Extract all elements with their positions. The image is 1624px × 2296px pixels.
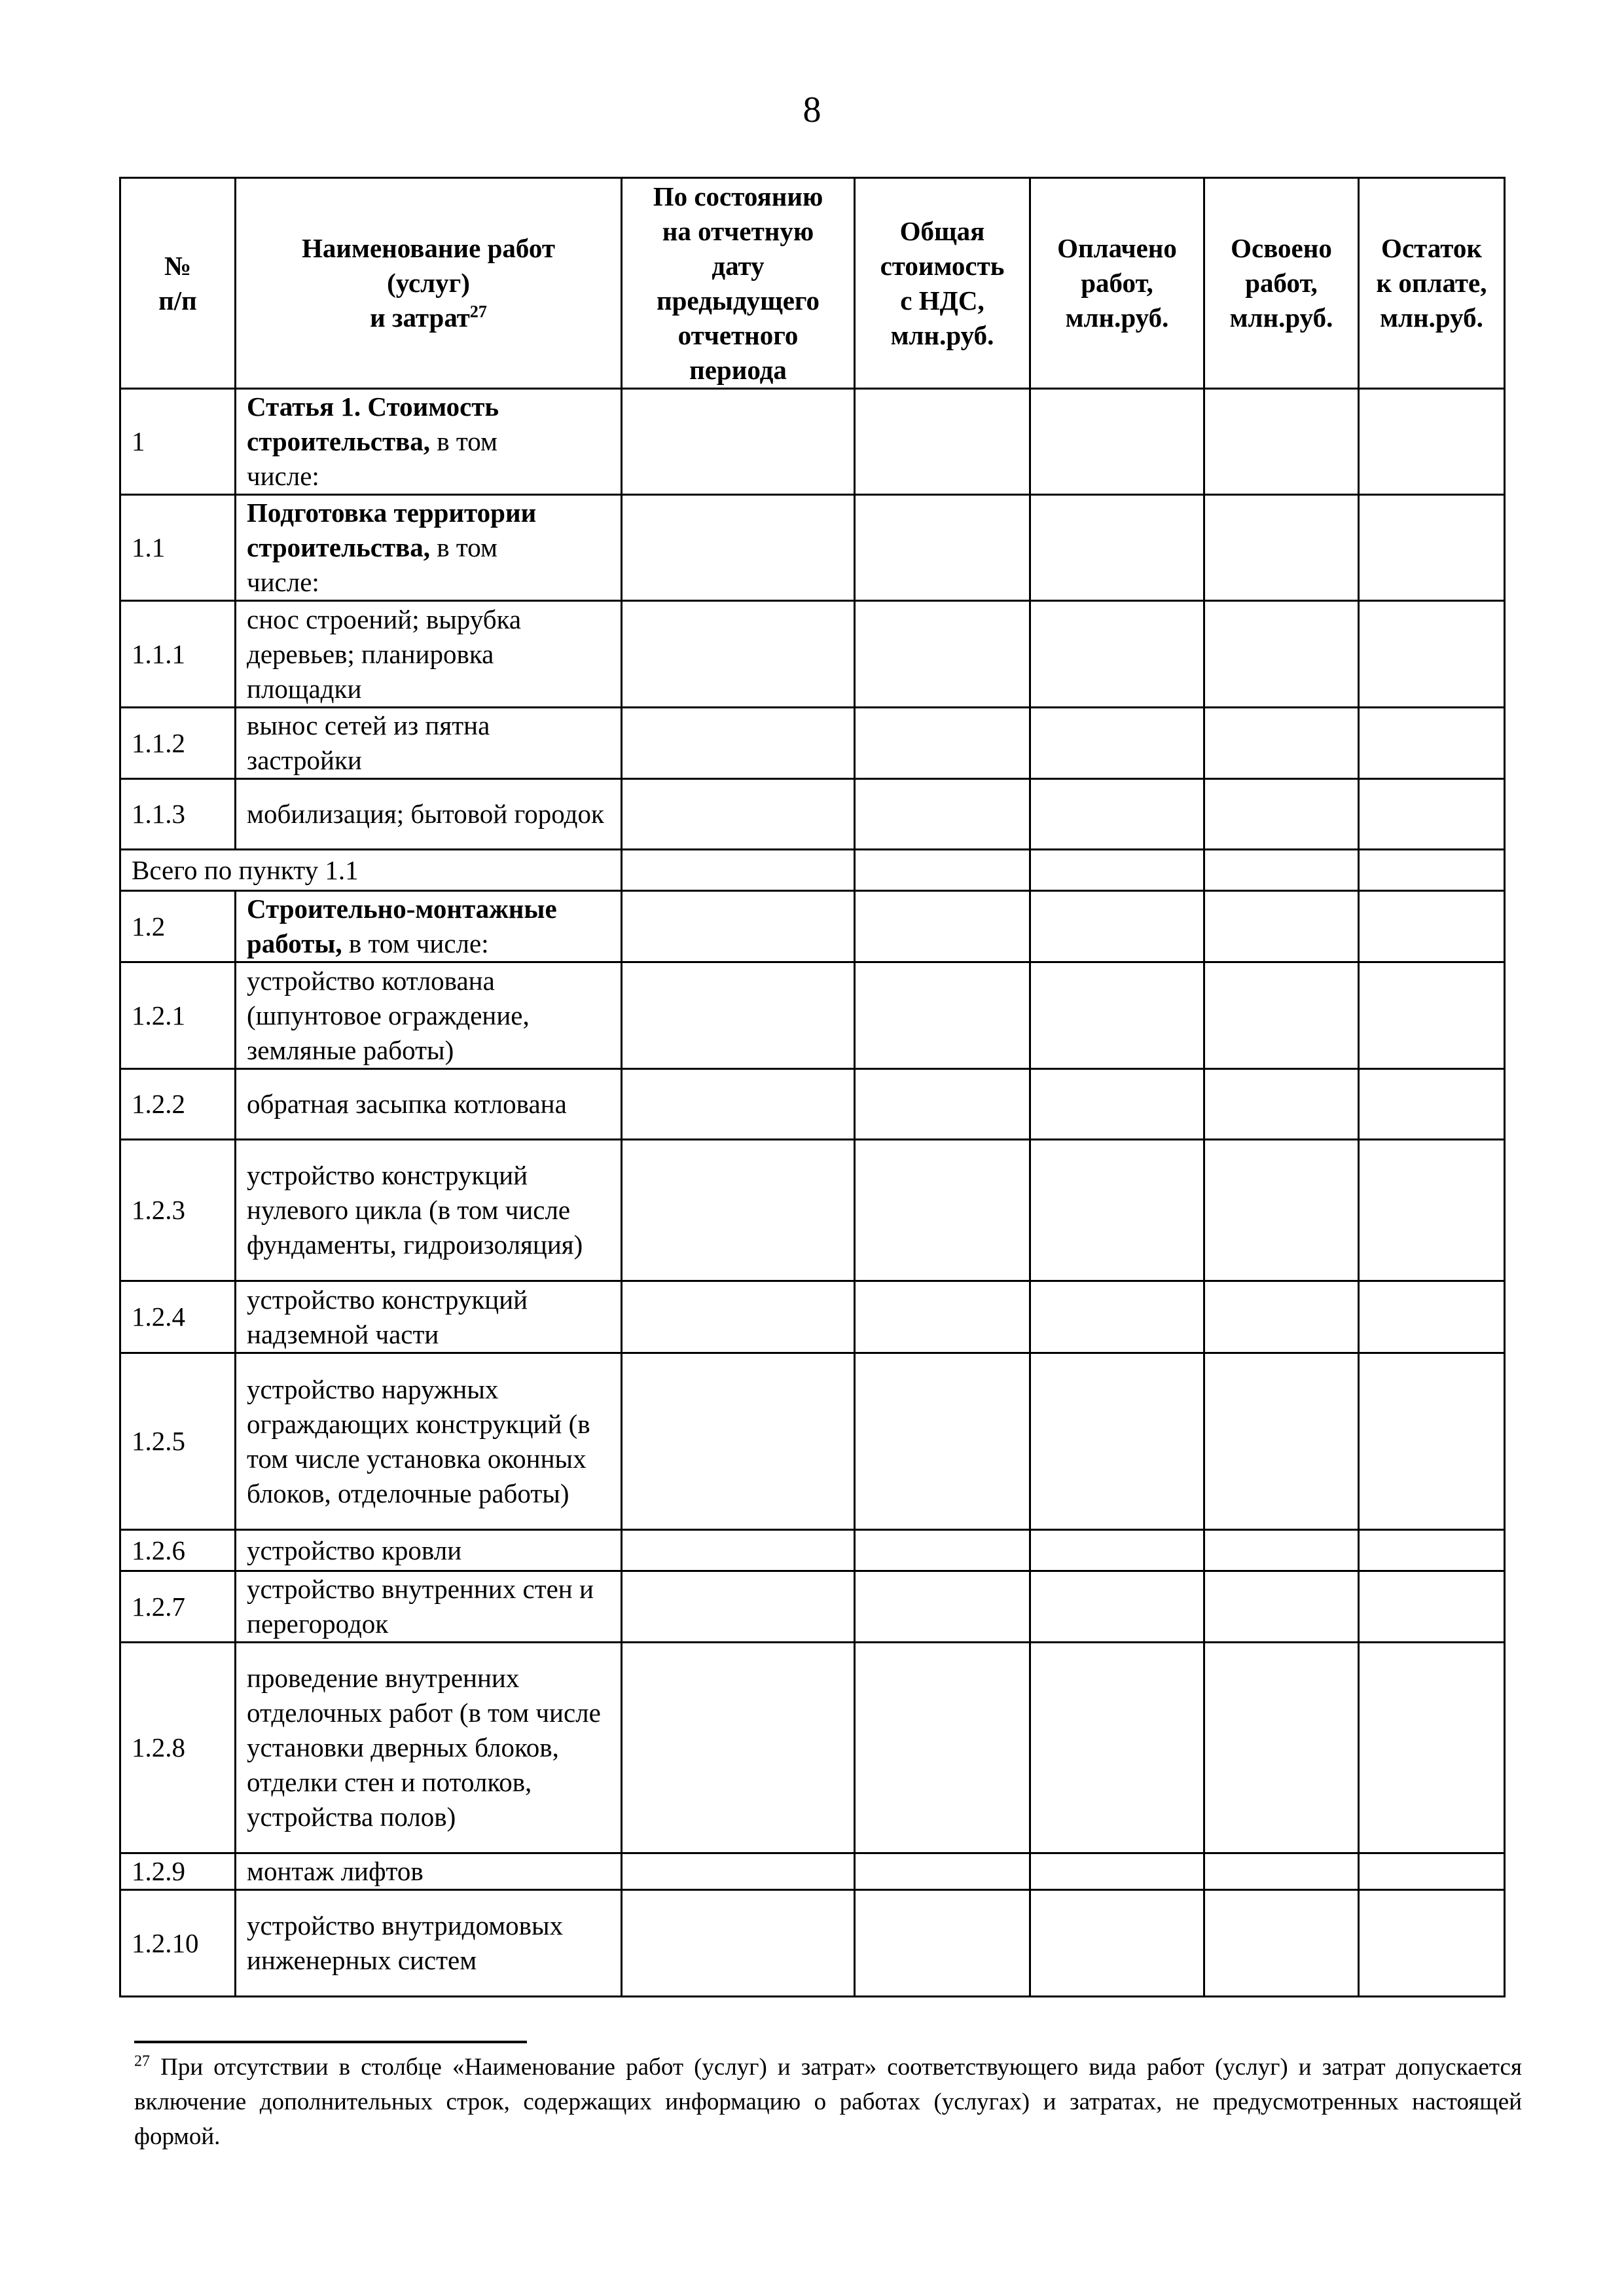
cell <box>622 1281 855 1353</box>
row-num: 1.2.9 <box>120 1853 236 1890</box>
row-name: монтаж лифтов <box>236 1853 622 1890</box>
cell <box>1204 1890 1359 1997</box>
cell <box>1359 1069 1505 1140</box>
cell <box>855 1353 1030 1530</box>
cell <box>855 891 1030 962</box>
table-row-total <box>120 850 1505 891</box>
cell <box>855 1281 1030 1353</box>
cell <box>855 850 1030 891</box>
cell <box>622 779 855 850</box>
cell <box>622 1140 855 1281</box>
row-name: снос строений; вырубка деревьев; планировка площадки <box>236 601 622 708</box>
cell <box>1030 779 1204 850</box>
row-name: устройство внутренних стен и перегородок <box>236 1571 622 1643</box>
cell <box>1030 1890 1204 1997</box>
row-num: 1.2.1 <box>120 962 236 1069</box>
cell <box>1204 1643 1359 1853</box>
header-mastered: Освоено работ, млн.руб. <box>1204 178 1359 389</box>
footnote-text: При отсутствии в столбце «Наименование работ (услуг) и затрат» соответствующего вида работ (услуг) и затрат допускается включение дополнительных строк, содержащих информацию о работах (услугах) и затратах, не предусмотренных настоящей формой. <box>134 2054 1522 2150</box>
row-num: 1.2.8 <box>120 1643 236 1853</box>
cell <box>1204 962 1359 1069</box>
table-row <box>120 389 1505 495</box>
cell <box>622 389 855 495</box>
row-name: устройство кровли <box>236 1530 622 1571</box>
cell <box>1359 1890 1505 1997</box>
footnote <box>134 2050 1522 2154</box>
row-name: проведение внутренних отделочных работ (в том числе установки дверных блоков, отделки стен и потолков, устройства полов) <box>236 1643 622 1853</box>
cell <box>1204 779 1359 850</box>
cell <box>1030 1571 1204 1643</box>
cell <box>1204 1353 1359 1530</box>
cell <box>1359 779 1505 850</box>
cell <box>622 1353 855 1530</box>
cell <box>1359 850 1505 891</box>
cell <box>855 1069 1030 1140</box>
table-row <box>120 1353 1505 1530</box>
row-num: 1.2.10 <box>120 1890 236 1997</box>
cell <box>855 495 1030 601</box>
cell <box>1030 601 1204 708</box>
row-name: устройство наружных ограждающих конструкций (в том числе установка оконных блоков, отделочные работы) <box>236 1353 622 1530</box>
cell <box>1204 1281 1359 1353</box>
cell <box>1030 962 1204 1069</box>
cell <box>622 850 855 891</box>
cell <box>1359 601 1505 708</box>
cell <box>1204 495 1359 601</box>
row-name: обратная засыпка котлована <box>236 1069 622 1140</box>
header-remaining: Остаток к оплате, млн.руб. <box>1359 178 1505 389</box>
table-row <box>120 1890 1505 1997</box>
cell <box>1204 891 1359 962</box>
row-name: устройство котлована (шпунтовое ограждение, земляные работы) <box>236 962 622 1069</box>
cell <box>622 601 855 708</box>
header-prev-period: По состоянию на отчетную дату предыдущего отчетного периода <box>622 178 855 389</box>
cell <box>1030 850 1204 891</box>
row-name: устройство конструкций надземной части <box>236 1281 622 1353</box>
cell <box>1030 891 1204 962</box>
cell <box>1030 708 1204 779</box>
row-num: 1.1 <box>120 495 236 601</box>
footnote-ref: 27 <box>469 302 487 321</box>
cell <box>1359 1353 1505 1530</box>
cell <box>855 1890 1030 1997</box>
cell <box>1030 1281 1204 1353</box>
cell <box>622 891 855 962</box>
cell <box>855 962 1030 1069</box>
cell <box>1359 891 1505 962</box>
cell <box>622 708 855 779</box>
cell <box>622 1890 855 1997</box>
cell <box>1030 1069 1204 1140</box>
row-name: мобилизация; бытовой городок <box>236 779 622 850</box>
row-name: Подготовка территории строительства, в том числе: <box>236 495 622 601</box>
cell <box>1204 1853 1359 1890</box>
cell <box>855 1643 1030 1853</box>
cell <box>1359 1853 1505 1890</box>
row-name: устройство внутридомовых инженерных систем <box>236 1890 622 1997</box>
cell <box>855 1530 1030 1571</box>
table-row <box>120 601 1505 708</box>
cell <box>1030 1353 1204 1530</box>
cell <box>1204 1069 1359 1140</box>
cell <box>1204 601 1359 708</box>
cell <box>622 1853 855 1890</box>
cell <box>622 1643 855 1853</box>
row-num: 1.2.5 <box>120 1353 236 1530</box>
cell <box>1030 389 1204 495</box>
row-num: 1.1.3 <box>120 779 236 850</box>
cell <box>1359 495 1505 601</box>
cell <box>855 1140 1030 1281</box>
table-row <box>120 779 1505 850</box>
row-num: 1.2 <box>120 891 236 962</box>
header-name: Наименование работ (услуг) и затрат$^{27}$ <box>236 178 622 389</box>
cell <box>622 1069 855 1140</box>
table-row <box>120 962 1505 1069</box>
cell <box>622 1530 855 1571</box>
total-label: Всего по пункту 1.1 <box>120 850 622 891</box>
cell <box>855 708 1030 779</box>
row-name: вынос сетей из пятна застройки <box>236 708 622 779</box>
cell <box>1359 1571 1505 1643</box>
cell <box>1030 1853 1204 1890</box>
cell <box>1359 1281 1505 1353</box>
row-name: устройство конструкций нулевого цикла (в том числе фундаменты, гидроизоляция) <box>236 1140 622 1281</box>
table-row <box>120 1853 1505 1890</box>
footnote-number: 27 <box>134 2052 150 2070</box>
cell <box>1204 1571 1359 1643</box>
row-num: 1.2.4 <box>120 1281 236 1353</box>
cell <box>1030 1643 1204 1853</box>
cell <box>1204 389 1359 495</box>
cell <box>855 601 1030 708</box>
cell <box>1359 1643 1505 1853</box>
row-num: 1.2.2 <box>120 1069 236 1140</box>
cell <box>1204 1530 1359 1571</box>
header-total-cost: Общая стоимость с НДС, млн.руб. <box>855 178 1030 389</box>
cell <box>1359 962 1505 1069</box>
table-row <box>120 495 1505 601</box>
cell <box>1030 495 1204 601</box>
table-row <box>120 1571 1505 1643</box>
table-row <box>120 891 1505 962</box>
cell <box>622 495 855 601</box>
cost-report-table <box>119 177 1506 1997</box>
row-num: 1 <box>120 389 236 495</box>
table-header-row <box>120 178 1505 389</box>
table-row <box>120 1281 1505 1353</box>
cell <box>1204 1140 1359 1281</box>
cell <box>1030 1140 1204 1281</box>
cell <box>855 779 1030 850</box>
cell <box>622 962 855 1069</box>
row-num: 1.1.2 <box>120 708 236 779</box>
cell <box>1359 708 1505 779</box>
row-name: Статья 1. Стоимость строительства, в том числе: <box>236 389 622 495</box>
table-row <box>120 1069 1505 1140</box>
cell <box>1359 1530 1505 1571</box>
row-num: 1.2.3 <box>120 1140 236 1281</box>
header-num: № п/п <box>120 178 236 389</box>
cell <box>1204 850 1359 891</box>
row-name: Строительно-монтажные работы, в том числе: <box>236 891 622 962</box>
cell <box>622 1571 855 1643</box>
row-num: 1.2.7 <box>120 1571 236 1643</box>
cell <box>1030 1530 1204 1571</box>
footnote-separator <box>134 2041 527 2043</box>
table-row <box>120 1643 1505 1853</box>
cell <box>855 1853 1030 1890</box>
row-num: 1.2.6 <box>120 1530 236 1571</box>
cell <box>855 389 1030 495</box>
table-row <box>120 1140 1505 1281</box>
page-number: 8 <box>803 90 821 130</box>
table-row <box>120 708 1505 779</box>
cell <box>1359 389 1505 495</box>
cell <box>1359 1140 1505 1281</box>
row-num: 1.1.1 <box>120 601 236 708</box>
table-row <box>120 1530 1505 1571</box>
cell <box>1204 708 1359 779</box>
header-paid: Оплачено работ, млн.руб. <box>1030 178 1204 389</box>
cell <box>855 1571 1030 1643</box>
